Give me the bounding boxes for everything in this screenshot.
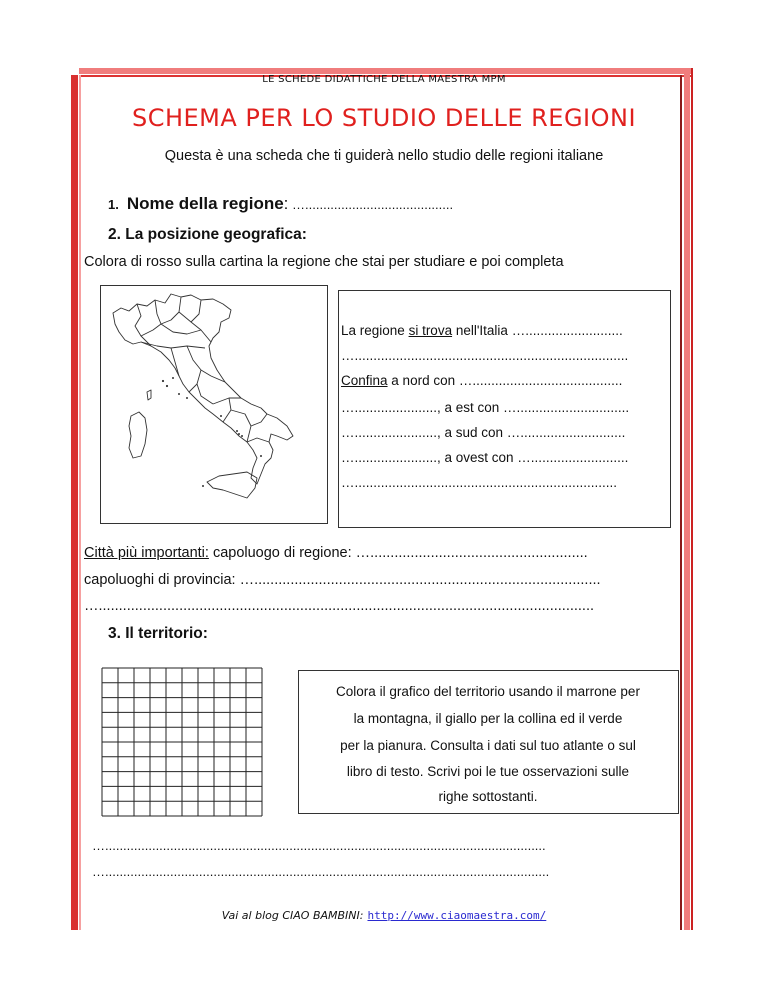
page-border-right	[684, 68, 690, 930]
info-line-east: …......................, a est con …..............................	[341, 400, 630, 415]
info-text: a nord con …........................................	[387, 373, 623, 388]
info-line-location	[341, 323, 623, 338]
footer-prefix: Vai al blog CIAO BAMBINI:	[221, 909, 364, 922]
info-text: nell'Italia …..........................	[452, 323, 623, 338]
cities-label: Città più importanti:	[84, 545, 209, 561]
cities-line-provinces: capoluoghi di provincia: …......................................................................................	[84, 572, 601, 588]
territory-grid	[101, 667, 263, 822]
page-subtitle: Questa è una scheda che ti guiderà nello studio delle regioni italiane	[164, 148, 604, 164]
header-text: LE SCHEDE DIDATTICHE DELLA MAESTRA MPM	[262, 74, 506, 85]
territory-instruction-line: righe sottostanti.	[438, 789, 538, 804]
italy-map-frame	[100, 285, 328, 524]
info-line-south: …......................, a sud con …............................	[341, 425, 626, 440]
page-border-right-inner	[680, 75, 682, 930]
map-instruction: Colora di rosso sulla cartina la regione che stai per studiare e poi completa	[84, 254, 564, 270]
info-line-end: …......................................................................	[341, 475, 618, 490]
cities-line-extra: …...........................................................................................................................	[84, 598, 595, 614]
section-region-name	[108, 194, 453, 214]
territory-instruction-line: Colora il grafico del territorio usando il marrone per	[336, 684, 640, 699]
territory-instruction-line: libro di testo. Scrivi poi le tue osservazioni sulle	[346, 764, 630, 779]
cities-line-capital	[84, 545, 588, 561]
section-number: 1.	[108, 197, 119, 212]
footer	[0, 909, 768, 922]
blog-link[interactable]: http://www.ciaomaestra.com/	[367, 909, 547, 922]
notes-line: …...........................................................................................................................	[92, 864, 550, 879]
fill-in-dots: ….........................................	[288, 197, 454, 212]
info-underlined-text: Confina	[341, 373, 388, 388]
cities-text: capoluogo di regione: …......................................................	[208, 545, 588, 561]
info-line-dots: ….........................................................................	[341, 348, 629, 363]
info-underlined-text: si trova	[408, 323, 453, 338]
territory-instruction-line: per la pianura. Consulta i dati sul tuo atlante o sul	[340, 738, 636, 753]
page-title: SCHEMA PER LO STUDIO DELLE REGIONI	[131, 104, 637, 132]
section-territory: 3. Il territorio:	[108, 625, 208, 642]
territory-grid-svg	[101, 667, 263, 817]
territory-instruction-line: la montagna, il giallo per la collina ed il verde	[353, 711, 623, 726]
notes-line: …..........................................................................................................................	[92, 838, 546, 853]
italy-map	[101, 286, 327, 523]
section-colon: :	[283, 194, 289, 213]
info-text: La regione	[341, 323, 409, 338]
section-label: Nome della regione	[126, 194, 284, 213]
page-border-left-inner	[79, 75, 81, 930]
section-geographic-position: 2. La posizione geografica:	[108, 226, 307, 243]
page-border-right-outer	[691, 68, 693, 930]
info-line-west: …......................, a ovest con …..........................	[341, 450, 629, 465]
page-border-left	[71, 75, 78, 930]
info-line-north	[341, 373, 622, 388]
